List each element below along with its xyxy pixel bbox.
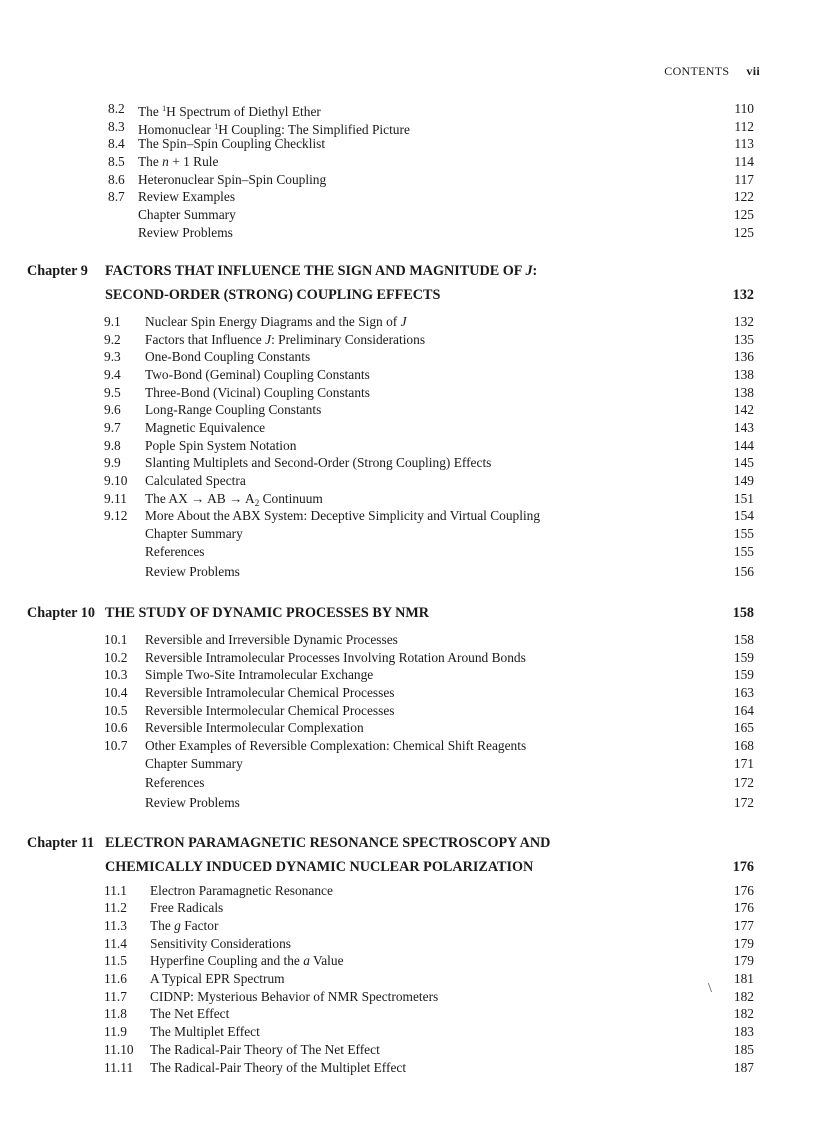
toc-entry[interactable] [104, 882, 754, 899]
section-page-number: 177 [733, 918, 754, 933]
toc-entry[interactable] [104, 952, 754, 969]
section-page-number: 114 [734, 154, 754, 169]
section-page-number: 156 [733, 564, 754, 579]
running-head-page-number: vii [746, 64, 760, 78]
section-number: 9.3 [104, 349, 121, 364]
toc-entry[interactable] [104, 313, 754, 330]
toc-entry[interactable] [104, 666, 754, 683]
title-text: H Spectrum of Diethyl Ether [166, 104, 321, 119]
section-page-number: 151 [733, 491, 754, 506]
toc-entry[interactable] [104, 419, 754, 436]
toc-entry[interactable] [104, 1005, 754, 1022]
chapter-page-number: 158 [732, 605, 754, 621]
section-page-number: 171 [733, 756, 754, 771]
title-text: H Coupling: The Simplified Picture [218, 122, 410, 137]
section-number: 8.5 [108, 154, 125, 169]
section-page-number: 113 [734, 136, 754, 151]
section-page-number: 164 [733, 703, 754, 718]
section-number: 8.6 [108, 172, 125, 187]
section-title: Reversible Intramolecular Processes Involving Rotation Around Bonds [145, 650, 526, 665]
section-title: More About the ABX System: Deceptive Simplicity and Virtual Coupling [145, 508, 541, 523]
chapter-title-text: FACTORS THAT INFLUENCE THE SIGN AND MAGNITUDE OF [105, 263, 526, 279]
toc-entry[interactable] [104, 472, 754, 489]
chapter-title-line2[interactable]: SECOND-ORDER (STRONG) COUPLING EFFECTS [105, 287, 441, 303]
title-text: Homonuclear [138, 122, 215, 137]
section-page-number: 163 [733, 685, 754, 700]
section-number: 11.11 [104, 1060, 134, 1075]
toc-entry[interactable] [104, 794, 754, 811]
section-page-number: 135 [733, 332, 754, 347]
section-title [145, 313, 407, 330]
section-page-number: 185 [733, 1042, 754, 1057]
italic-symbol: a [303, 953, 310, 968]
section-title: The Radical-Pair Theory of the Multiplet Effect [150, 1060, 407, 1075]
toc-entry[interactable] [104, 649, 754, 666]
italic-symbol: J [400, 314, 407, 329]
section-page-number: 125 [733, 207, 754, 222]
toc-entry[interactable] [104, 970, 754, 987]
toc-entry[interactable] [104, 331, 754, 348]
section-page-number: 117 [734, 172, 754, 187]
section-title: The Spin–Spin Coupling Checklist [138, 136, 326, 151]
section-number: 10.3 [104, 667, 128, 682]
toc-entry[interactable] [108, 100, 754, 117]
section-title: Review Problems [145, 564, 240, 579]
toc-entry[interactable] [104, 774, 754, 791]
section-number: 11.8 [104, 1006, 127, 1021]
toc-entry[interactable] [104, 935, 754, 952]
section-page-number: 112 [734, 119, 754, 134]
section-number: 10.4 [104, 685, 128, 700]
toc-entry[interactable] [104, 525, 754, 542]
section-title: Heteronuclear Spin–Spin Coupling [138, 172, 327, 187]
toc-entry[interactable] [104, 543, 754, 560]
section-number: 9.7 [104, 420, 121, 435]
section-page-number: 155 [733, 544, 754, 559]
toc-entry[interactable] [104, 366, 754, 383]
section-title: The Net Effect [150, 1006, 230, 1021]
section-title: The Radical-Pair Theory of The Net Effect [150, 1042, 380, 1057]
section-page-number: 168 [733, 738, 754, 753]
section-title: Review Problems [145, 795, 240, 810]
chapter-label: Chapter 11 [27, 835, 95, 851]
section-number: 9.12 [104, 508, 128, 523]
chapter-title[interactable] [105, 262, 537, 280]
section-title: Review Problems [138, 225, 233, 240]
section-page-number: 132 [733, 314, 754, 329]
section-number: 8.3 [108, 119, 125, 134]
section-number: 10.1 [104, 632, 128, 647]
section-page-number: 138 [733, 367, 754, 382]
section-title: Reversible Intermolecular Complexation [145, 720, 364, 735]
toc-entry[interactable] [104, 507, 754, 524]
toc-entry[interactable] [108, 188, 754, 205]
toc-entry[interactable] [104, 917, 754, 934]
italic-symbol: n [162, 154, 169, 169]
section-page-number: 125 [733, 225, 754, 240]
section-page-number: 159 [733, 650, 754, 665]
section-title: Free Radicals [150, 900, 224, 915]
section-page-number: 136 [733, 349, 754, 364]
section-number: 11.4 [104, 936, 127, 951]
toc-entry[interactable] [108, 171, 754, 188]
title-text: The [138, 104, 163, 119]
section-title: Magnetic Equivalence [145, 420, 266, 435]
section-title [150, 952, 344, 969]
section-page-number: 145 [733, 455, 754, 470]
toc-entry[interactable] [104, 1041, 754, 1058]
section-title: Reversible Intermolecular Chemical Processes [145, 703, 395, 718]
section-page-number: 138 [733, 385, 754, 400]
section-title: Long-Range Coupling Constants [145, 402, 322, 417]
section-page-number: 179 [733, 936, 754, 951]
section-number: 9.1 [104, 314, 121, 329]
section-title: One-Bond Coupling Constants [145, 349, 311, 364]
section-title [150, 917, 218, 934]
toc-entry[interactable] [104, 437, 754, 454]
title-text: : Preliminary Considerations [271, 332, 426, 347]
toc-entry[interactable] [104, 684, 754, 701]
section-title: Electron Paramagnetic Resonance [150, 883, 333, 898]
section-title: Chapter Summary [138, 207, 236, 222]
section-number: 11.6 [104, 971, 127, 986]
toc-entry[interactable] [104, 490, 754, 507]
section-title: References [145, 775, 205, 790]
section-page-number: 158 [733, 632, 754, 647]
section-number: 11.9 [104, 1024, 127, 1039]
toc-entry[interactable] [104, 755, 754, 772]
section-page-number: 159 [733, 667, 754, 682]
section-title: Simple Two-Site Intramolecular Exchange [145, 667, 374, 682]
title-text: Factor [180, 918, 219, 933]
section-page-number: 172 [733, 775, 754, 790]
section-number: 11.2 [104, 900, 127, 915]
stray-pen-mark: \ [708, 981, 712, 996]
section-number: 9.10 [104, 473, 128, 488]
section-page-number: 144 [733, 438, 754, 453]
title-text: The AX → AB → A [145, 491, 255, 506]
toc-entry[interactable] [104, 719, 754, 736]
chapter-label: Chapter 9 [27, 263, 88, 279]
section-page-number: 110 [734, 101, 754, 116]
section-title: CIDNP: Mysterious Behavior of NMR Spectrometers [150, 989, 439, 1004]
section-number: 9.9 [104, 455, 121, 470]
section-number: 9.5 [104, 385, 121, 400]
toc-entry[interactable] [104, 1059, 754, 1076]
section-number: 9.2 [104, 332, 121, 347]
superscript: 1 [214, 122, 219, 131]
toc-entry[interactable] [104, 384, 754, 401]
section-number: 10.6 [104, 720, 128, 735]
section-title: Chapter Summary [145, 526, 243, 541]
toc-entry[interactable] [108, 135, 754, 152]
section-title [138, 153, 218, 170]
section-title: Reversible and Irreversible Dynamic Processes [145, 632, 398, 647]
section-page-number: 181 [733, 971, 754, 986]
title-text: Nuclear Spin Energy Diagrams and the Sign of [145, 314, 401, 329]
toc-entry[interactable] [104, 454, 754, 471]
toc-entry[interactable] [108, 224, 754, 241]
section-title: Reversible Intramolecular Chemical Processes [145, 685, 395, 700]
section-number: 11.3 [104, 918, 127, 933]
section-page-number: 182 [733, 1006, 754, 1021]
section-page-number: 176 [733, 900, 754, 915]
title-text: Hyperfine Coupling and the [150, 953, 304, 968]
section-page-number: 155 [733, 526, 754, 541]
title-text: Continuum [259, 491, 323, 506]
subscript: 2 [254, 498, 260, 508]
section-title: Pople Spin System Notation [145, 438, 297, 453]
section-title: Calculated Spectra [145, 473, 246, 488]
section-number: 9.8 [104, 438, 121, 453]
toc-entry[interactable] [104, 702, 754, 719]
section-number: 8.2 [108, 101, 125, 116]
section-number: 9.6 [104, 402, 121, 417]
section-page-number: 183 [733, 1024, 754, 1039]
title-text: The [138, 154, 163, 169]
section-page-number: 182 [733, 989, 754, 1004]
title-text: + 1 Rule [168, 154, 219, 169]
toc-entry[interactable] [104, 348, 754, 365]
section-page-number: 122 [733, 189, 754, 204]
italic-symbol: J [265, 332, 272, 347]
section-page-number: 187 [733, 1060, 754, 1075]
section-number: 8.7 [108, 189, 125, 204]
section-number: 10.7 [104, 738, 128, 753]
section-title: Review Examples [138, 189, 236, 204]
title-text: The [150, 918, 175, 933]
section-number: 9.11 [104, 491, 127, 506]
section-title: The Multiplet Effect [150, 1024, 260, 1039]
section-title: A Typical EPR Spectrum [150, 971, 285, 986]
italic-symbol: g [174, 918, 181, 933]
section-number: 9.4 [104, 367, 121, 382]
section-number: 11.5 [104, 953, 127, 968]
section-title: References [145, 544, 205, 559]
section-page-number: 172 [733, 795, 754, 810]
section-title: Other Examples of Reversible Complexation: Chemical Shift Reagents [145, 738, 527, 753]
section-number: 8.4 [108, 136, 125, 151]
section-title: Sensitivity Considerations [150, 936, 291, 951]
section-number: 11.1 [104, 883, 127, 898]
section-page-number: 154 [733, 508, 754, 523]
title-text: Factors that Influence [145, 332, 266, 347]
toc-entry[interactable] [108, 153, 754, 170]
toc-entry[interactable] [104, 631, 754, 648]
running-head-title: CONTENTS [664, 64, 730, 78]
section-number: 10.5 [104, 703, 128, 718]
section-page-number: 179 [733, 953, 754, 968]
running-head [664, 64, 760, 79]
section-title: Chapter Summary [145, 756, 243, 771]
title-text: Value [309, 953, 344, 968]
toc-entry[interactable] [104, 1023, 754, 1040]
section-title [145, 331, 425, 348]
toc-entry[interactable] [108, 206, 754, 223]
section-number: 10.2 [104, 650, 128, 665]
chapter-title-line2[interactable]: CHEMICALLY INDUCED DYNAMIC NUCLEAR POLARIZATION [105, 859, 534, 875]
section-page-number: 165 [733, 720, 754, 735]
toc-entry[interactable] [104, 563, 754, 580]
section-number: 11.7 [104, 989, 127, 1004]
section-title: Three-Bond (Vicinal) Coupling Constants [145, 385, 370, 400]
section-page-number: 143 [733, 420, 754, 435]
toc-entry[interactable] [108, 118, 754, 135]
chapter-title-text: : [532, 263, 538, 279]
toc-entry[interactable] [104, 899, 754, 916]
chapter-title[interactable]: THE STUDY OF DYNAMIC PROCESSES BY NMR [105, 605, 429, 621]
superscript: 1 [162, 104, 167, 113]
toc-entry[interactable] [104, 737, 754, 754]
chapter-label: Chapter 10 [27, 605, 95, 621]
chapter-title[interactable]: ELECTRON PARAMAGNETIC RESONANCE SPECTROSCOPY AND [105, 835, 551, 851]
toc-entry[interactable] [104, 401, 754, 418]
chapter-page-number: 176 [732, 859, 754, 875]
section-page-number: 142 [733, 402, 754, 417]
section-page-number: 149 [733, 473, 754, 488]
section-number: 11.10 [104, 1042, 134, 1057]
section-title: Slanting Multiplets and Second-Order (Strong Coupling) Effects [145, 455, 492, 470]
section-page-number: 176 [733, 883, 754, 898]
toc-entry[interactable] [104, 988, 754, 1005]
italic-symbol: J [525, 263, 533, 279]
chapter-page-number: 132 [732, 287, 754, 303]
section-title [138, 100, 321, 120]
section-title: Two-Bond (Geminal) Coupling Constants [145, 367, 370, 382]
